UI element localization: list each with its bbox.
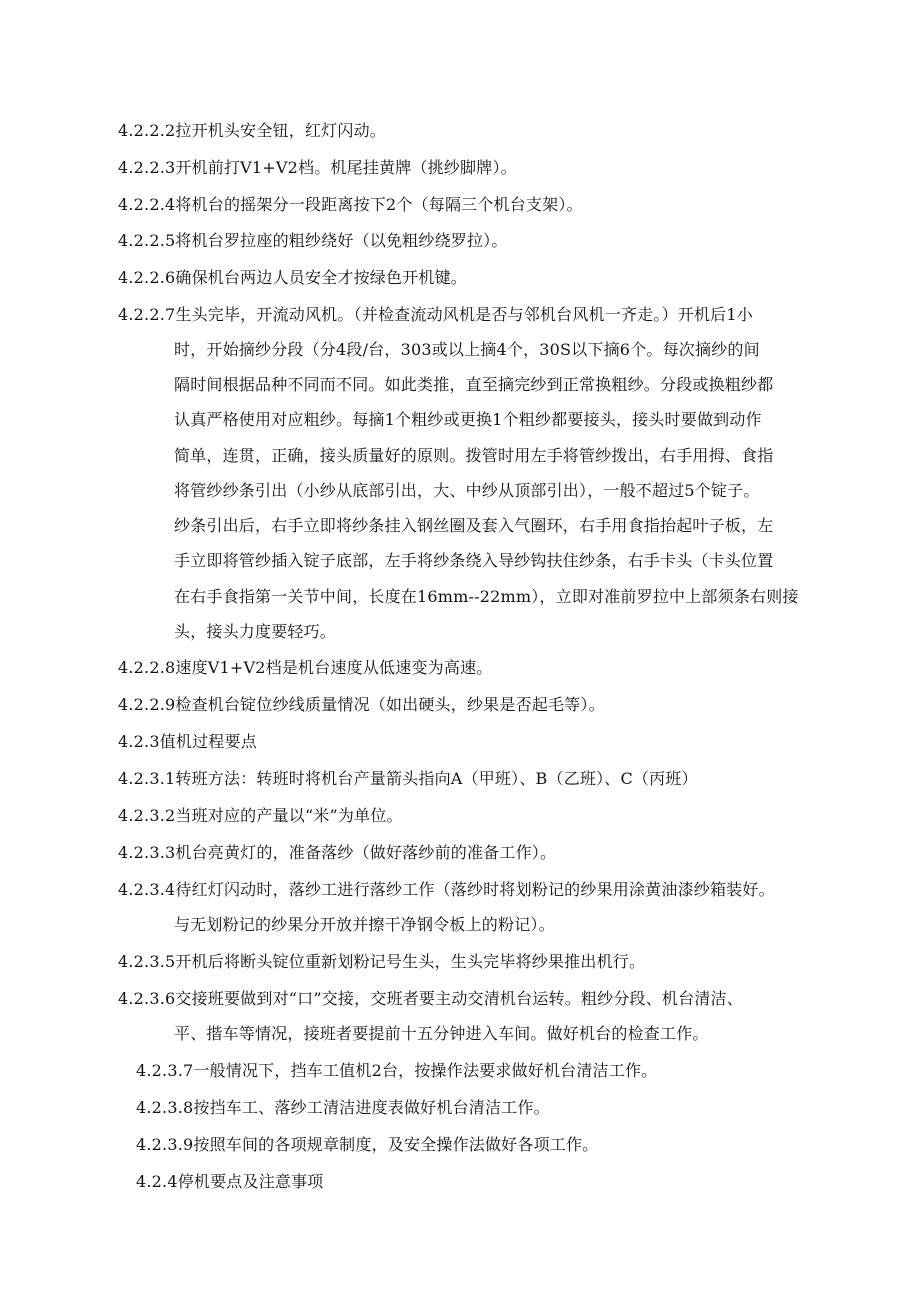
text-line-4-2-3-6: 4.2.3.6交接班要做到对“口”交接，交班者要主动交清机台运转。粗纱分段、机台清洁、 [118,989,743,1008]
text-line-4-2-3-4: 4.2.3.4待红灯闪动时，落纱工进行落纱工作（落纱时将划粉记的纱果用涂黄油漆纱箱装好。 [118,880,775,899]
text-line-4-2-2-5: 4.2.2.5将机台罗拉座的粗纱绕好（以免粗纱绕罗拉）。 [118,231,508,250]
text-line-4-2-3-4-cont: 与无划粉记的纱果分开放并擦干净钢令板上的粉记）。 [174,915,555,934]
text-line-4-2-2-4: 4.2.2.4将机台的摇架分一段距离按下2个（每隔三个机台支架）。 [118,195,583,214]
text-line-4-2-3-6-cont: 平、揩车等情况，接班者要提前十五分钟进入车间。做好机台的检查工作。 [174,1024,709,1043]
text-line-4-2-3-2: 4.2.3.2当班对应的产量以“米”为单位。 [118,806,403,825]
text-line-4-2-3-9: 4.2.3.9按照车间的各项规章制度，及安全操作法做好各项工作。 [136,1135,599,1154]
text-line-4-2-2-7-cont: 简单，连贯，正确，接头质量好的原则。拨管时用左手将管纱拨出，右手用拇、食指 [174,446,774,465]
text-line-4-2-2-7-cont: 手立即将管纱插入锭子底部，左手将纱条绕入导纱钩扶住纱条，右手卡头（卡头位置 [174,551,774,570]
text-line-4-2-2-8: 4.2.2.8速度V1+V2档是机台速度从低速变为高速。 [118,658,493,677]
text-line-4-2-2-6: 4.2.2.6确保机台两边人员安全才按绿色开机键。 [118,268,467,287]
text-line-4-2-2-3: 4.2.2.3开机前打V1+V2档。机尾挂黄牌（挑纱脚牌）。 [118,158,517,177]
text-line-4-2-2-7-cont: 纱条引出后，右手立即将纱条挂入钢丝圈及套入气圈环，右手用食指抬起叶子板，左 [174,516,774,535]
text-line-4-2-3-3: 4.2.3.3机台亮黄灯的，准备落纱（做好落纱前的准备工作）。 [118,843,557,862]
text-line-4-2-2-7-cont: 头，接头力度要轻巧。 [174,622,337,641]
text-line-4-2-3-1: 4.2.3.1转班方法：转班时将机台产量箭头指向A（甲班）、B（乙班）、C（丙班） [118,769,698,788]
section-heading-4-2-3: 4.2.3值机过程要点 [118,732,257,751]
text-line-4-2-2-9: 4.2.2.9检查机台锭位纱线质量情况（如出硬头，纱果是否起毛等）。 [118,695,605,714]
text-line-4-2-2-7-cont: 将管纱纱条引出（小纱从底部引出，大、中纱从顶部引出），一般不超过5个锭子。 [174,481,760,500]
text-line-4-2-2-7-cont: 认真严格使用对应粗纱。每摘1个粗纱或更换1个粗纱都要接头，接头时要做到动作 [174,410,762,429]
text-line-4-2-3-8: 4.2.3.8按挡车工、落纱工清洁进度表做好机台清洁工作。 [136,1098,550,1117]
section-heading-4-2-4: 4.2.4停机要点及注意事项 [136,1172,324,1191]
text-line-4-2-2-7-cont: 隔时间根据品种不同而不同。如此类推，直至摘完纱到正常换粗纱。分段或换粗纱都 [174,375,774,394]
text-line-4-2-2-7: 4.2.2.7生头完毕，开流动风机。（并检查流动风机是否与邻机台风机一齐走。）开机后1小 [118,305,753,324]
text-line-4-2-3-7: 4.2.3.7一般情况下，挡车工值机2台，按操作法要求做好机台清洁工作。 [136,1061,658,1080]
text-line-4-2-2-7-cont: 在右手食指第一关节中间，长度在16mm--22mm），立即对准前罗拉中上部须条右则接 [174,587,799,606]
text-line-4-2-3-5: 4.2.3.5开机后将断头锭位重新划粉记号生头，生头完毕将纱果推出机行。 [118,952,646,971]
text-line-4-2-2-7-cont: 时，开始摘纱分段（分4段/台，303或以上摘4个，30S以下摘6个。每次摘纱的间 [174,340,760,359]
text-line-4-2-2-2: 4.2.2.2拉开机头安全钮，红灯闪动。 [118,121,386,140]
